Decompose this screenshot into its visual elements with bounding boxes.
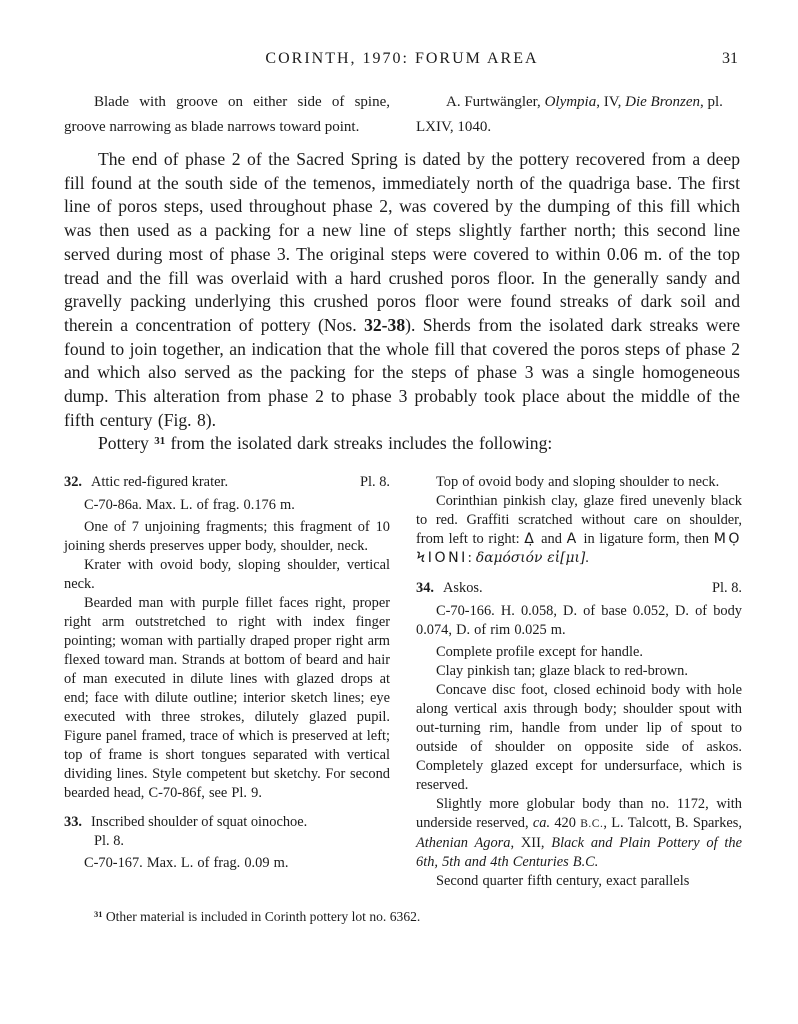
- entry-34-paragraph: Complete profile except for handle.: [436, 644, 643, 661]
- entry-33-paragraph: Top of ovoid body and sloping shoulder to neck.: [436, 474, 720, 491]
- entry-34-paragraph: Concave disc foot, closed echinoid body with hole along vertical axis through body; shoulder spout with out-turning rim, handle from under lip of spout to outside of shoulder on opposite side of askos. Completely glazed except for undersurface, which is reserved.: [416, 682, 742, 794]
- entry-33-inventory-line: C-70-167. Max. L. of frag. 0.09 m.: [84, 855, 289, 872]
- entry-34-inventory-line: C-70-166. H. 0.058, D. of base 0.052, D. of body 0.074, D. of rim 0.025 m.: [416, 603, 742, 639]
- sacred-spring-paragraph: The end of phase 2 of the Sacred Spring is dated by the pottery recovered from a deep fill found at the south side of the temenos, immediately north of the quadriga base. The first line of poros steps, used throughout phase 2, was covered by the dumping of this fill which was then used as a packing for a new line of steps slightly farther north; this second line served during most of phase 3. The original steps were covered to within 0.06 m. of the top tread and the fill was overlaid with a hard crushed poros floor. In the generally sandy and gravelly packing underlying this crushed poros floor were found streaks of dark soil and therein a concentration of pottery (Nos. 32-38). Sherds from the isolated dark streaks were found to join together, an indication that the whole fill that covered the poros steps of phase 2 and which also served as the packing for the steps of phase 3 was a single homogeneous dump. This alteration from phase 2 to phase 3 probably took place about the middle of the fifth century (Fig. 8).: [64, 149, 740, 430]
- catalog-right-column: [416, 473, 742, 891]
- entry-34-title-group: [416, 579, 483, 598]
- entry-32-title: Attic red-figured krater.: [91, 474, 229, 491]
- entry-33-title: Inscribed shoulder of squat oinochoe.: [91, 814, 308, 831]
- pottery-intro-paragraph: Pottery $^{31}$ from the isolated dark streaks includes the following:: [98, 433, 553, 454]
- entry-34-dating-paragraph: Second quarter fifth century, exact parallels: [436, 873, 690, 890]
- entry-32-title-group: [64, 473, 228, 492]
- carryover-reference-paragraph: A. Furtwängler, Olympia, IV, Die Bronzen, pl. LXIV, 1040.: [416, 94, 723, 135]
- entry-34-number: 34.: [416, 580, 434, 597]
- main-text-section: [64, 148, 740, 459]
- carryover-left-paragraph: Blade with groove on either side of spine, groove narrowing as blade narrows toward point.: [64, 94, 390, 135]
- entry-33-title-group: [64, 813, 307, 832]
- entry-34-paragraph: Clay pinkish tan; glaze black to red-brown.: [436, 663, 688, 680]
- entry-32-inventory-line: C-70-86a. Max. L. of frag. 0.176 m.: [84, 497, 295, 514]
- catalog-section: [64, 473, 740, 891]
- catalog-entry-32: [64, 473, 390, 803]
- footnote-31: $^{31}$ Other material is included in Corinth pottery lot no. 6362.: [94, 908, 421, 925]
- running-head: [64, 50, 740, 74]
- entry-34-heading: [416, 579, 742, 598]
- carryover-right-column: [416, 90, 742, 139]
- carryover-left-column: [64, 90, 390, 139]
- footnote-area: [64, 908, 740, 927]
- entry-34-plate-ref: Pl. 8.: [712, 580, 742, 597]
- catalog-entry-34: [416, 579, 742, 891]
- entry-33-heading: [64, 813, 390, 832]
- entry-32-paragraph: One of 7 unjoining fragments; this fragment of 10 joining sherds preserves upper body, shoulder, neck.: [64, 519, 390, 555]
- page-title: CORINTH, 1970: FORUM AREA: [265, 50, 539, 67]
- page-number: 31: [722, 50, 738, 67]
- entry-32-paragraph: Krater with ovoid body, sloping shoulder, vertical neck.: [64, 557, 390, 593]
- entry-33-graffiti-paragraph: Corinthian pinkish clay, glaze fired unevenly black to red. Graffiti scratched without care on shoulder, from left to right: Δ̣ and A in ligature form, then MỌ ϞΙΟΝΙ: δαμόσιόν εἰ[μι].: [416, 493, 742, 567]
- catalog-left-column: [64, 473, 390, 891]
- entry-33-number: 33.: [64, 814, 82, 831]
- entry-32-number: 32.: [64, 474, 82, 491]
- entry-34-comparanda-paragraph: Slightly more globular body than no. 1172, with underside reserved, ca. 420 B.C., L. Talcott, B. Sparkes, Athenian Agora, XII, Black and Plain Pottery of the 6th, 5th and 4th Centuries B.C.: [416, 796, 742, 871]
- carryover-section: [64, 90, 740, 139]
- entry-33-continuation: [416, 473, 742, 568]
- entry-32-paragraph: Bearded man with purple fillet faces right, proper right arm outstretched to right with index finger pointing; woman with partially draped proper right arm flexed toward man. Strands at bottom of beard and hair of man executed in dilute lines with glazed drops at end; face with dilute outline; interior sketch lines; eye executed with three strokes, dilutely glazed pupil. Figure panel framed, trace of which is preserved at left; top of frame is short tongues separated with vertical dividing lines. Style competent but sketchy. For second bearded head, C-70-86f, see Pl. 9.: [64, 595, 390, 802]
- catalog-entry-33: [64, 813, 390, 873]
- entry-33-plate-ref: Pl. 8.: [94, 833, 124, 850]
- entry-32-plate-ref: Pl. 8.: [360, 474, 390, 491]
- entry-32-heading: [64, 473, 390, 492]
- entry-34-title: Askos.: [443, 580, 483, 597]
